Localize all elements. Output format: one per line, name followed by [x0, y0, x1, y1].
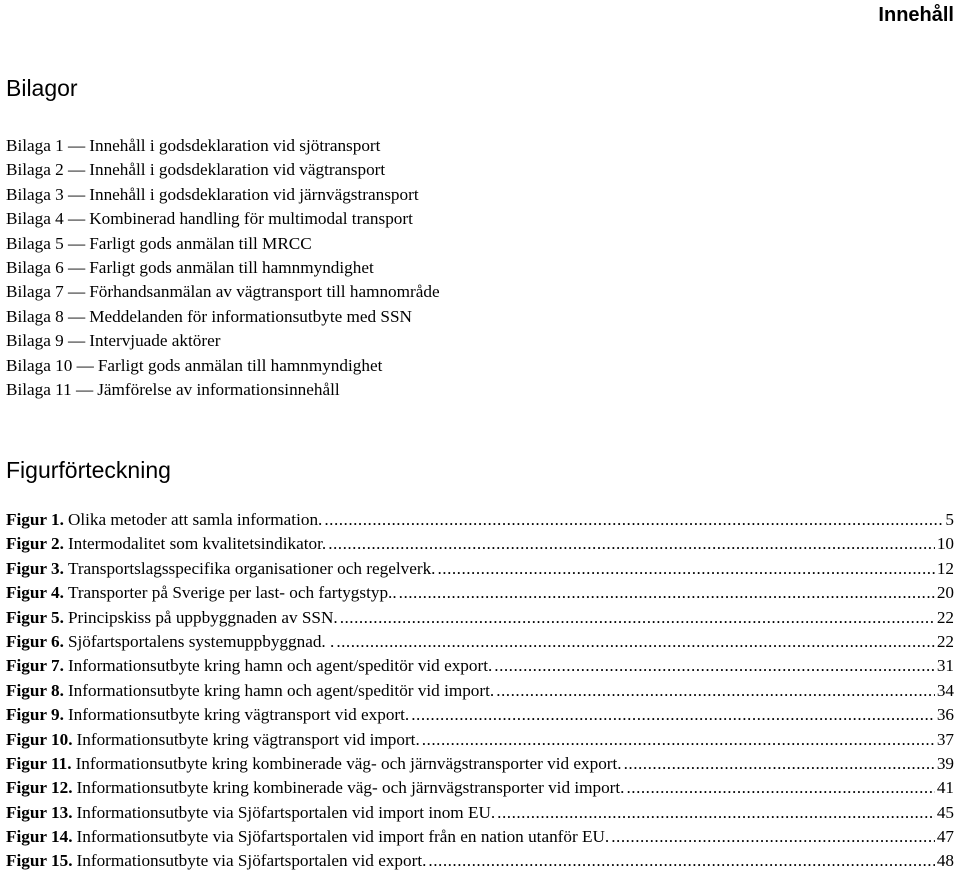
figur-page: 37 [936, 729, 954, 749]
figurforteckning-heading: Figurförteckning [6, 457, 171, 483]
bilaga-label: Bilaga 4 — [6, 209, 86, 229]
bilaga-label: Bilaga 2 — [6, 160, 86, 180]
figur-number: Figur 4. [6, 583, 64, 603]
figur-page: 36 [936, 705, 954, 725]
figur-page: 22 [936, 607, 954, 627]
figur-number: Figur 7. [6, 656, 64, 676]
figur-entry[interactable] [6, 703, 954, 727]
figur-number: Figur 14. [6, 827, 73, 847]
bilaga-label: Bilaga 11 — [6, 379, 94, 399]
figur-title: Informationsutbyte kring vägtransport vid export. [67, 705, 410, 725]
figur-page: 22 [936, 631, 954, 651]
figur-title: Transporter på Sverige per last- och fartygstyp.. [67, 583, 397, 603]
bilagor-list [6, 134, 954, 402]
bilaga-title: Innehåll i godsdeklaration vid vägtransport [89, 160, 386, 180]
dot-leader [411, 703, 935, 727]
dot-leader [336, 630, 935, 654]
bilagor-heading: Bilagor [6, 75, 78, 101]
dot-leader [626, 776, 934, 800]
figur-entry[interactable] [6, 532, 954, 556]
bilaga-item[interactable] [6, 207, 954, 231]
figur-entry[interactable] [6, 728, 954, 752]
bilaga-label: Bilaga 9 — [6, 331, 86, 351]
figur-number: Figur 2. [6, 534, 64, 554]
figur-entry[interactable] [6, 630, 954, 654]
figur-entry[interactable] [6, 508, 954, 532]
figur-page: 12 [936, 558, 954, 578]
dot-leader [428, 849, 934, 873]
figur-title: Informationsutbyte kring hamn och agent/speditör vid export. [67, 656, 493, 676]
figur-number: Figur 5. [6, 607, 64, 627]
bilaga-item[interactable] [6, 378, 954, 402]
figur-title: Informationsutbyte kring kombinerade väg- och järnvägstransporter vid export. [75, 753, 622, 773]
dot-leader [437, 557, 934, 581]
bilaga-item[interactable] [6, 183, 954, 207]
bilaga-item[interactable] [6, 280, 954, 304]
figur-entry[interactable] [6, 654, 954, 678]
bilaga-label: Bilaga 7 — [6, 282, 86, 302]
figur-entry[interactable] [6, 679, 954, 703]
figur-number: Figur 15. [6, 851, 73, 871]
bilaga-title: Jämförelse av informationsinnehåll [97, 379, 340, 399]
figur-page: 47 [936, 827, 954, 847]
bilaga-item[interactable] [6, 232, 954, 256]
figur-title: Transportslagsspecifika organisationer och regelverk. [67, 558, 436, 578]
figur-page: 5 [945, 510, 954, 529]
figur-title: Sjöfartsportalens systemuppbyggnad. . [67, 631, 335, 651]
figur-entry[interactable] [6, 776, 954, 800]
figur-number: Figur 11. [6, 753, 72, 773]
figur-entry[interactable] [6, 849, 954, 873]
bilaga-title: Innehåll i godsdeklaration vid järnvägstransport [89, 184, 419, 204]
figur-number: Figur 6. [6, 631, 64, 651]
dot-leader [497, 801, 935, 825]
bilaga-title: Farligt gods anmälan till MRCC [89, 233, 312, 253]
figur-page: 31 [936, 656, 954, 676]
figur-number: Figur 3. [6, 558, 64, 578]
dot-leader [611, 825, 935, 849]
figur-title: Olika metoder att samla information. [67, 510, 323, 529]
figur-entry[interactable] [6, 752, 954, 776]
figur-title: Principskiss på uppbyggnaden av SSN. [67, 607, 338, 627]
figur-title: Informationsutbyte via Sjöfartsportalen vid import från en nation utanför EU. [76, 827, 610, 847]
figur-entry[interactable] [6, 557, 954, 581]
figur-entry[interactable] [6, 606, 954, 630]
figur-number: Figur 1. [6, 510, 64, 529]
bilaga-item[interactable] [6, 256, 954, 280]
dot-leader [624, 752, 935, 776]
bilaga-title: Intervjuade aktörer [89, 331, 221, 351]
figur-title: Informationsutbyte via Sjöfartsportalen vid export. [76, 851, 427, 871]
dot-leader [324, 508, 943, 532]
figur-page: 20 [936, 583, 954, 603]
bilaga-label: Bilaga 1 — [6, 136, 86, 155]
page-header-title: Innehåll [878, 4, 954, 26]
bilaga-label: Bilaga 8 — [6, 306, 86, 326]
bilaga-item[interactable] [6, 329, 954, 353]
figur-entry[interactable] [6, 825, 954, 849]
figur-page: 41 [936, 778, 954, 798]
bilaga-label: Bilaga 5 — [6, 233, 86, 253]
figur-number: Figur 10. [6, 729, 73, 749]
bilaga-title: Innehåll i godsdeklaration vid sjötransport [89, 136, 381, 155]
dot-leader [422, 728, 935, 752]
figur-number: Figur 8. [6, 680, 64, 700]
bilaga-title: Förhandsanmälan av vägtransport till hamnområde [89, 282, 440, 302]
bilaga-label: Bilaga 10 — [6, 355, 94, 375]
figur-page: 10 [936, 534, 954, 554]
figur-title: Informationsutbyte via Sjöfartsportalen vid import inom EU. [76, 802, 496, 822]
figur-page: 34 [936, 680, 954, 700]
figur-number: Figur 12. [6, 778, 73, 798]
figur-title: Informationsutbyte kring kombinerade väg- och järnvägstransporter vid import. [76, 778, 625, 798]
bilaga-title: Farligt gods anmälan till hamnmyndighet [89, 257, 374, 277]
figur-title: Informationsutbyte kring hamn och agent/speditör vid import. [67, 680, 495, 700]
dot-leader [494, 654, 935, 678]
dot-leader [340, 606, 935, 630]
figur-number: Figur 13. [6, 802, 73, 822]
bilaga-title: Meddelanden för informationsutbyte med SSN [89, 306, 412, 326]
figur-entry[interactable] [6, 801, 954, 825]
bilaga-title: Farligt gods anmälan till hamnmyndighet [97, 355, 383, 375]
figur-page: 48 [936, 851, 954, 871]
bilaga-item[interactable] [6, 305, 954, 329]
figur-title: Intermodalitet som kvalitetsindikator. [67, 534, 327, 554]
bilaga-item[interactable] [6, 134, 954, 158]
figur-page: 45 [936, 802, 954, 822]
figur-title: Informationsutbyte kring vägtransport vid import. [76, 729, 420, 749]
bilaga-label: Bilaga 6 — [6, 257, 86, 277]
figur-number: Figur 9. [6, 705, 64, 725]
dot-leader [399, 581, 935, 605]
figur-entry[interactable] [6, 581, 954, 605]
figur-list [6, 508, 954, 874]
dot-leader [496, 679, 935, 703]
dot-leader [328, 532, 935, 556]
figur-page: 39 [936, 753, 954, 773]
bilaga-item[interactable] [6, 354, 954, 378]
bilaga-label: Bilaga 3 — [6, 184, 86, 204]
bilaga-item[interactable] [6, 158, 954, 182]
bilaga-title: Kombinerad handling för multimodal transport [89, 209, 413, 229]
